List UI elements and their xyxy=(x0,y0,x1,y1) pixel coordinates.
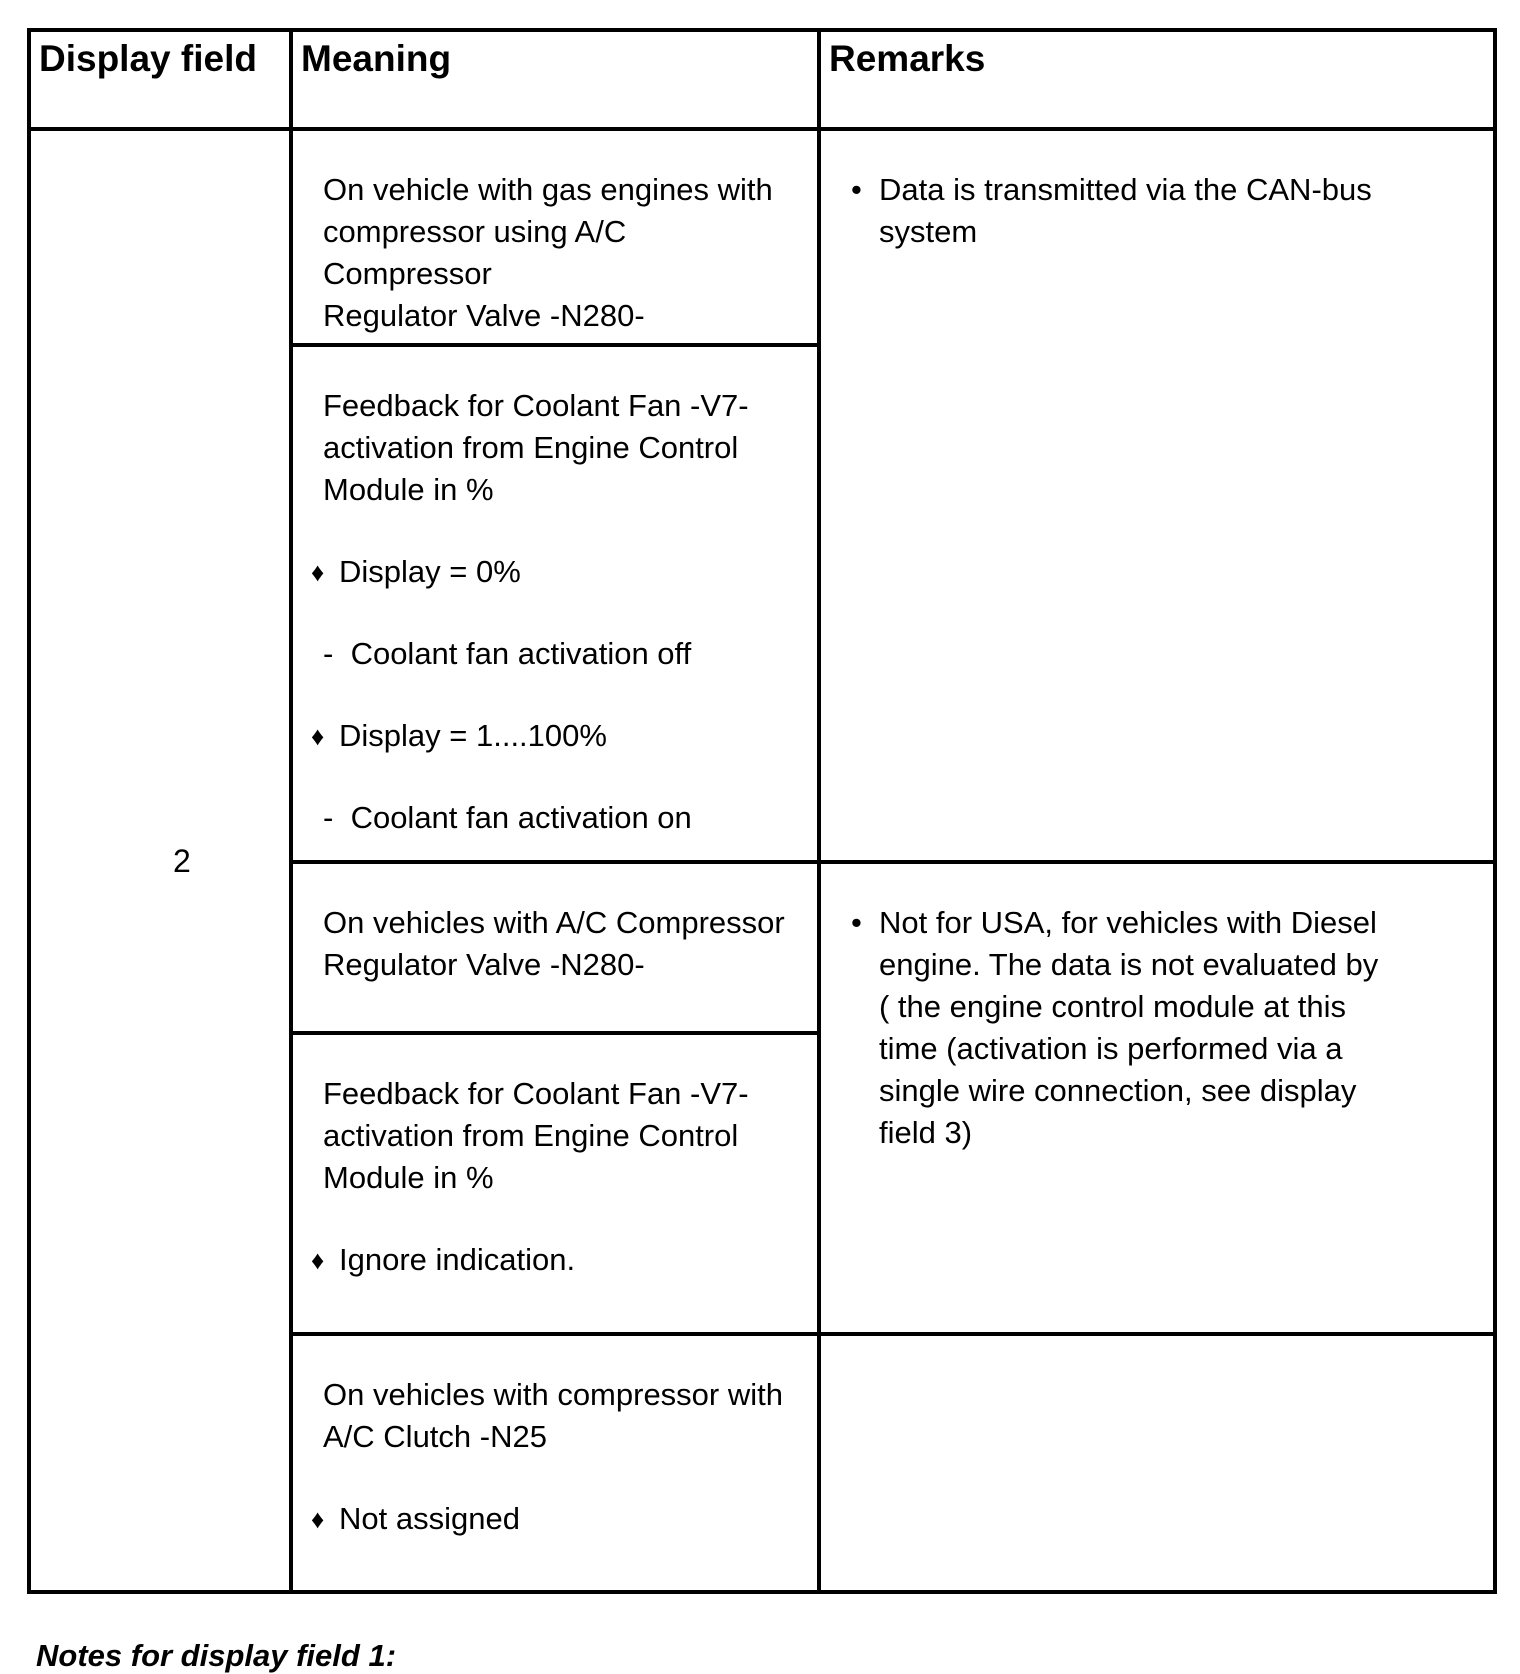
meaning-cell-gas-engines xyxy=(291,129,819,345)
notes-heading: Notes for display field 1: xyxy=(36,1638,397,1673)
meaning-line: activation from Engine Control xyxy=(323,1117,739,1153)
remarks-line: ( the engine control module at this xyxy=(879,988,1346,1024)
diamond-bullet-icon: ♦ xyxy=(311,1244,325,1275)
remarks-line: single wire connection, see display xyxy=(879,1072,1357,1108)
header-row xyxy=(29,30,1495,129)
bullet-item xyxy=(311,715,799,757)
meaning-cell-ac-clutch xyxy=(291,1334,819,1592)
meaning-line: Regulator Valve -N280- xyxy=(323,297,645,333)
remarks-line: system xyxy=(879,213,978,249)
meaning-line: Module in % xyxy=(323,471,494,507)
meaning-line: compressor using A/C Compressor xyxy=(323,213,627,291)
remarks-list xyxy=(851,902,1471,1154)
dash-symbol: - xyxy=(323,799,334,835)
remarks-cell-empty xyxy=(819,1334,1495,1592)
dash-text: Coolant fan activation on xyxy=(350,799,692,835)
remarks-line: Not for USA, for vehicles with Diesel xyxy=(879,904,1377,940)
header-meaning: Meaning xyxy=(291,30,819,129)
remarks-line: field 3) xyxy=(879,1114,973,1150)
meaning-line: Feedback for Coolant Fan -V7- xyxy=(323,1075,749,1111)
bullet-item xyxy=(311,551,799,593)
bullet-item xyxy=(311,1239,799,1281)
meaning-line: On vehicle with gas engines with xyxy=(323,171,773,207)
remarks-list xyxy=(851,169,1471,253)
meaning-line: On vehicles with A/C Compressor xyxy=(323,904,785,940)
header-remarks: Remarks xyxy=(819,30,1495,129)
meaning-line: activation from Engine Control xyxy=(323,429,739,465)
bullet-text: Display = 0% xyxy=(339,553,521,589)
dash-symbol: - xyxy=(323,635,334,671)
remarks-item xyxy=(851,902,1471,1154)
meaning-line: A/C Clutch -N25 xyxy=(323,1418,547,1454)
diamond-bullet-icon: ♦ xyxy=(311,720,325,751)
remarks-line: Data is transmitted via the CAN-bus xyxy=(879,171,1372,207)
header-display-field: Display field xyxy=(29,30,291,129)
bullet-text: Ignore indication. xyxy=(339,1241,576,1277)
meaning-line: Module in % xyxy=(323,1159,494,1195)
bullet-text: Display = 1....100% xyxy=(339,717,607,753)
remarks-cell-diesel xyxy=(819,862,1495,1334)
diamond-bullet-icon: ♦ xyxy=(311,1503,325,1534)
meaning-cell-coolant-fan-feedback-2 xyxy=(291,1033,819,1334)
table-row xyxy=(29,129,1495,345)
meaning-line: Regulator Valve -N280- xyxy=(323,946,645,982)
dash-item xyxy=(323,633,799,675)
meaning-line: Feedback for Coolant Fan -V7- xyxy=(323,387,749,423)
remarks-line: engine. The data is not evaluated by xyxy=(879,946,1379,982)
display-field-number: 2 xyxy=(173,842,191,879)
dash-text: Coolant fan activation off xyxy=(350,635,692,671)
bullet-item xyxy=(311,1498,799,1540)
display-field-table xyxy=(27,28,1497,1594)
bullet-text: Not assigned xyxy=(339,1500,520,1536)
meaning-cell-coolant-fan-feedback xyxy=(291,345,819,862)
meaning-cell-regulator-valve xyxy=(291,862,819,1033)
remarks-item xyxy=(851,169,1471,253)
diamond-bullet-icon: ♦ xyxy=(311,556,325,587)
remarks-cell-can-bus xyxy=(819,129,1495,862)
remarks-line: time (activation is performed via a xyxy=(879,1030,1343,1066)
meaning-line: On vehicles with compressor with xyxy=(323,1376,783,1412)
dash-item xyxy=(323,797,799,839)
display-field-cell xyxy=(29,129,291,1592)
